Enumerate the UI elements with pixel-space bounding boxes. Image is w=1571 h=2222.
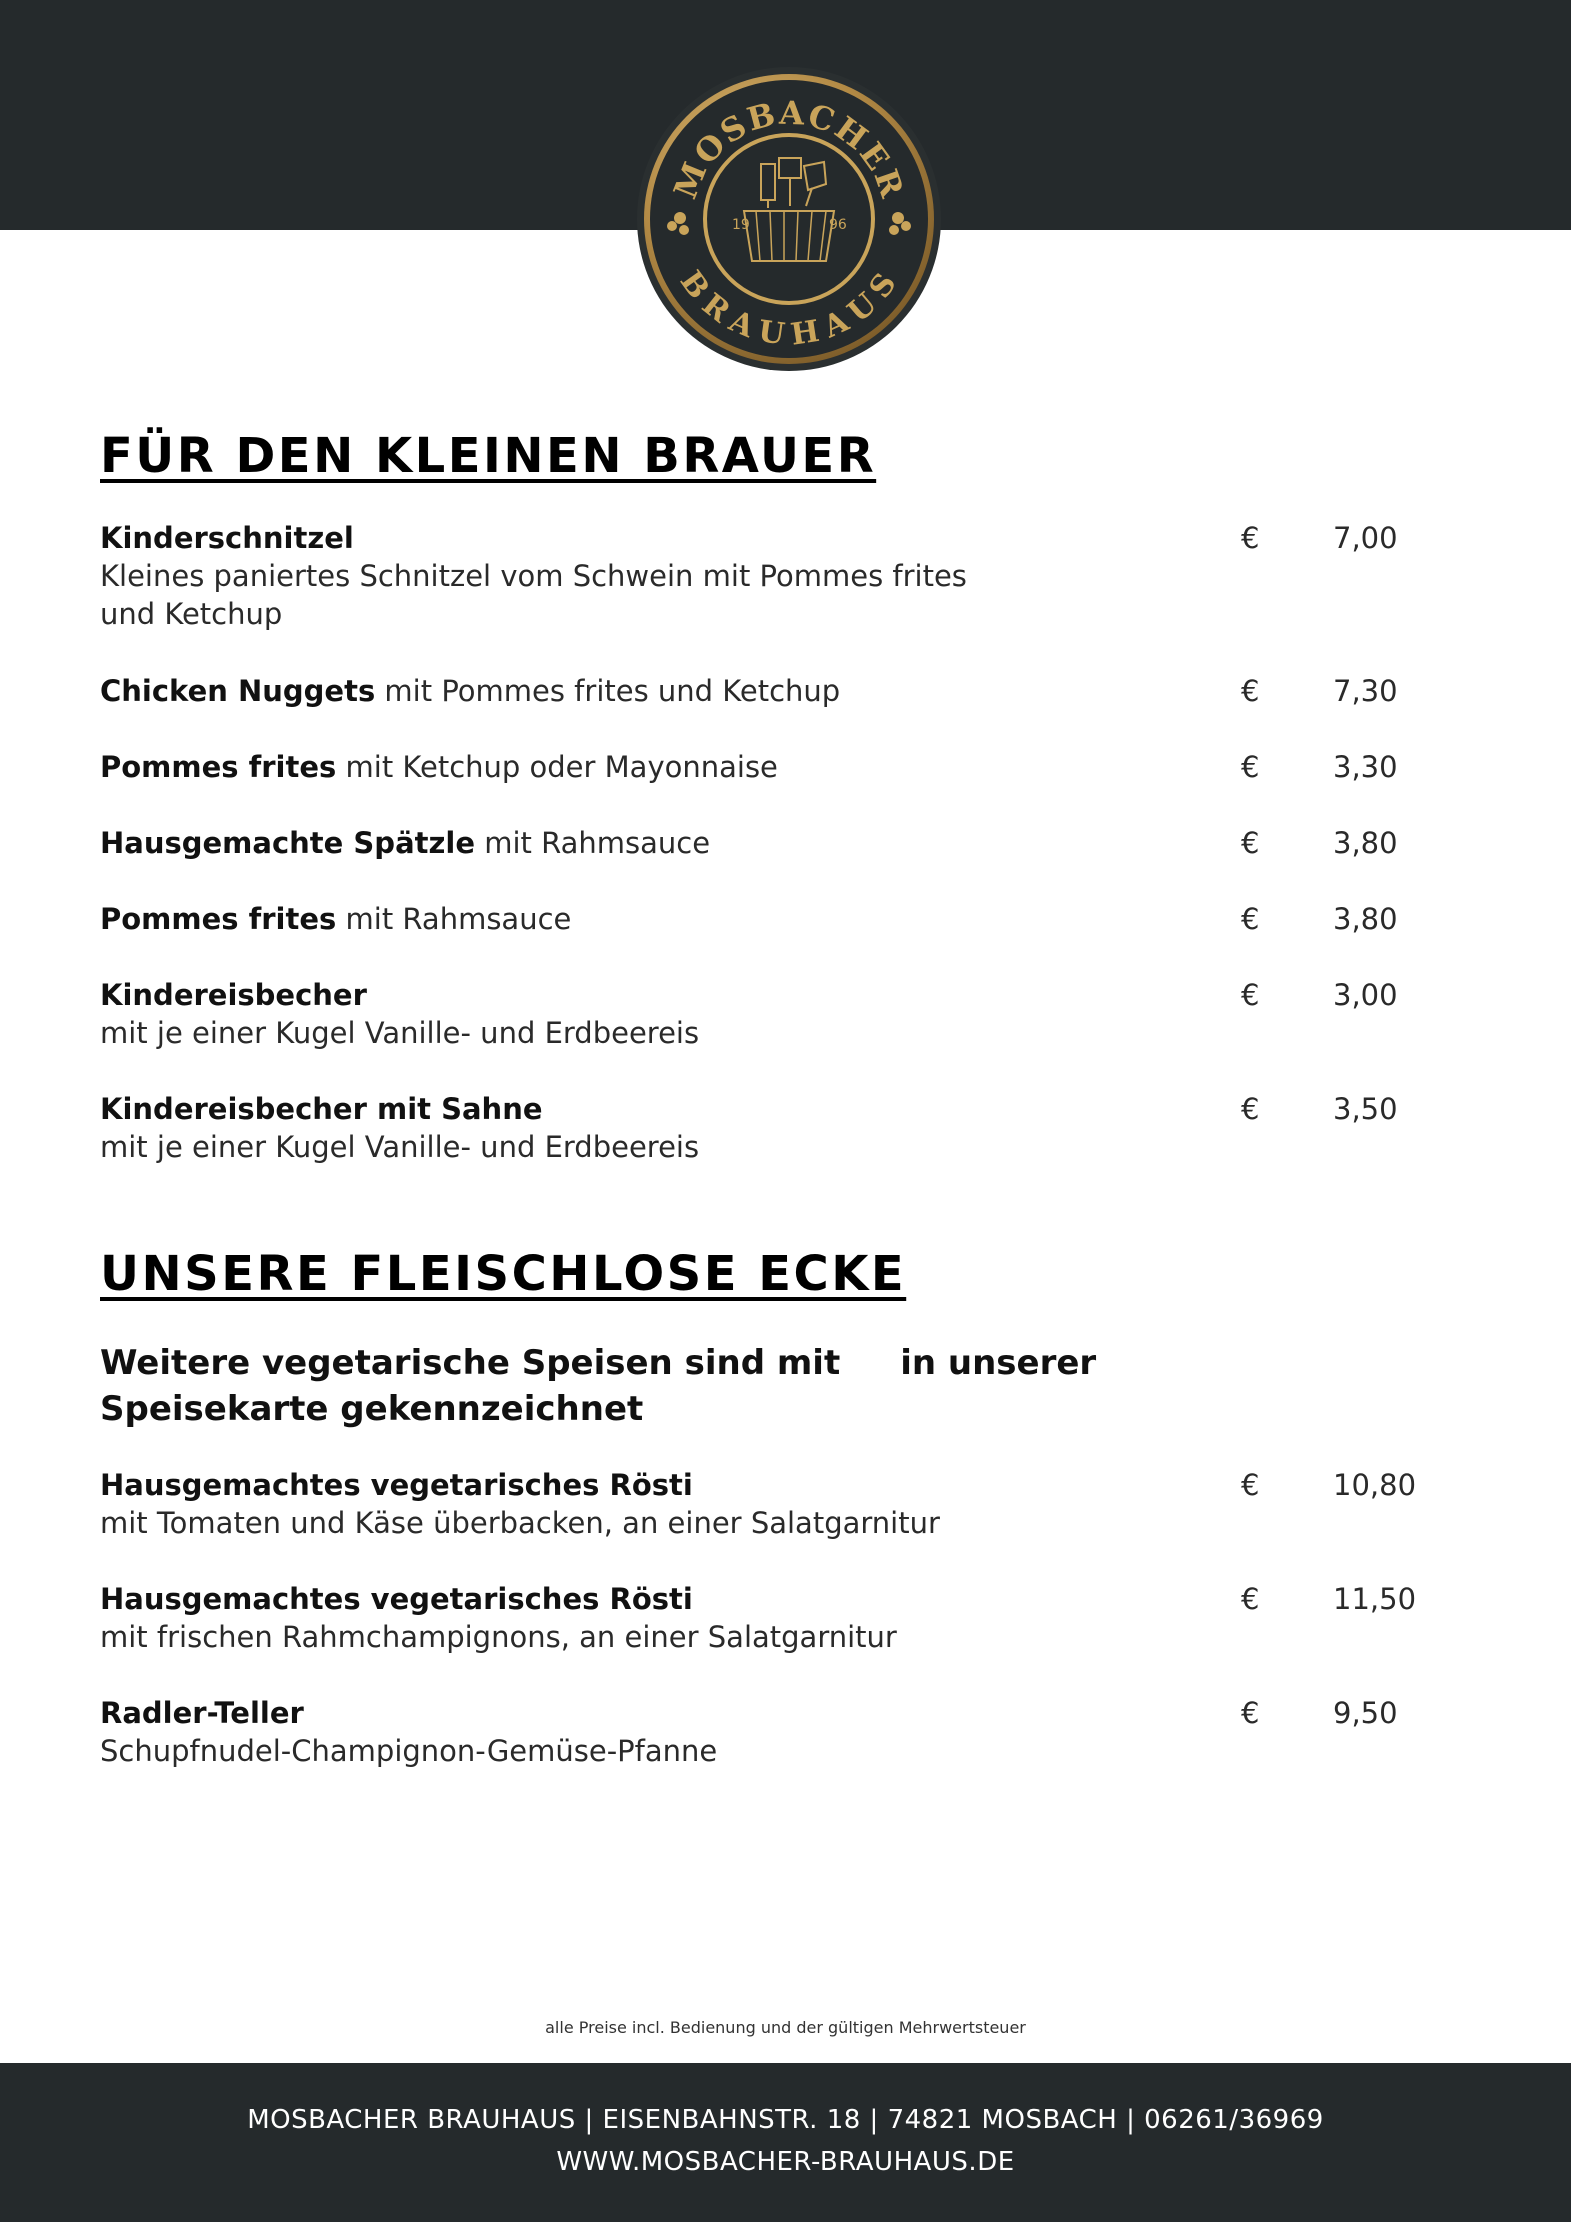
currency-symbol: € [1241,674,1260,708]
vegetarian-note [100,1340,1280,1432]
item-desc: mit je einer Kugel Vanille- und Erdbeereis [100,1130,700,1164]
logo-bottom-text: BRAUHAUS [673,264,906,353]
currency-symbol: € [1241,1092,1260,1126]
currency-symbol: € [1241,1696,1260,1730]
currency-symbol: € [1241,750,1260,784]
currency-symbol: € [1241,978,1260,1012]
menu-item [100,1580,1480,1680]
item-inline-desc: mit Rahmsauce [475,826,711,860]
item-price: 7,30 [1333,674,1398,708]
item-price: 9,50 [1333,1696,1398,1730]
item-name: Kinderschnitzel [100,521,354,555]
item-inline-desc: mit Pommes frites und Ketchup [375,674,841,708]
item-inline-desc: mit Rahmsauce [336,902,572,936]
item-name: Radler-Teller [100,1696,304,1730]
item-price: 10,80 [1333,1468,1417,1502]
logo-top-text: MOSBACHER [666,93,912,204]
menu-item [100,1090,1480,1190]
item-name: Pommes frites [100,750,337,784]
footer-website: WWW.MOSBACHER-BRAUHAUS.DE [556,2147,1015,2177]
item-desc: mit je einer Kugel Vanille- und Erdbeereis [100,1016,700,1050]
menu-item [100,976,1480,1076]
item-name: Hausgemachte Spätzle [100,826,475,860]
item-name: Kindereisbecher mit Sahne [100,1092,543,1126]
currency-symbol: € [1241,1468,1260,1502]
item-desc-2: und Ketchup [100,597,283,631]
currency-symbol: € [1241,826,1260,860]
item-desc: Kleines paniertes Schnitzel vom Schwein mit Pommes frites [100,559,967,593]
item-name: Chicken Nuggets [100,674,376,708]
item-price: 3,00 [1333,978,1398,1012]
brewery-logo [636,66,942,372]
currency-symbol: € [1241,1582,1260,1616]
currency-symbol: € [1241,902,1260,936]
logo-year-left: 19 [732,217,750,233]
item-price: 11,50 [1333,1582,1417,1616]
menu-item [100,519,1480,631]
currency-symbol: € [1241,521,1260,555]
price-footnote: alle Preise incl. Bedienung und der gültigen Mehrwertsteuer [545,2018,1026,2037]
item-price: 3,30 [1333,750,1398,784]
menu-item [100,1466,1480,1566]
footer-address: MOSBACHER BRAUHAUS | EISENBAHNSTR. 18 | 74821 MOSBACH | 06261/36969 [247,2105,1324,2135]
vegetarian-note-part2: in unserer Speisekarte gekennzeichnet [100,1343,1097,1429]
item-price: 7,00 [1333,521,1398,555]
vegetarian-note-part1: Weitere vegetarische Speisen sind mit [100,1343,841,1383]
item-desc: mit Tomaten und Käse überbacken, an einer Salatgarnitur [100,1506,940,1540]
item-name: Kindereisbecher [100,978,367,1012]
item-price: 3,80 [1333,826,1398,860]
item-name: Hausgemachtes vegetarisches Rösti [100,1582,693,1616]
logo-year-right: 96 [829,217,847,233]
item-price: 3,50 [1333,1092,1398,1126]
footer-band [0,2063,1571,2222]
item-desc: mit frischen Rahmchampignons, an einer Salatgarnitur [100,1620,897,1654]
item-inline-desc: mit Ketchup oder Mayonnaise [336,750,778,784]
item-price: 3,80 [1333,902,1398,936]
item-name: Hausgemachtes vegetarisches Rösti [100,1468,693,1502]
brewery-seal-icon [636,66,942,372]
menu-item [100,1694,1480,1794]
item-desc: Schupfnudel-Champignon-Gemüse-Pfanne [100,1734,718,1768]
section-title-vegetarian: UNSERE FLEISCHLOSE ECKE [100,1246,907,1302]
section-title-kids: FÜR DEN KLEINEN BRAUER [100,428,877,484]
item-name: Pommes frites [100,902,337,936]
